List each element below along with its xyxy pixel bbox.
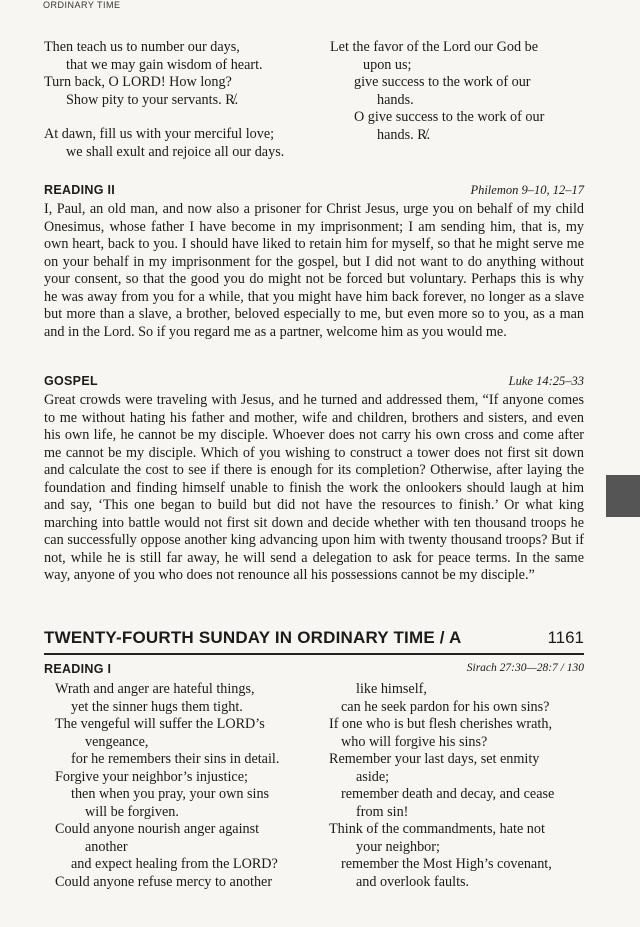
verse-line: remember the Most High’s covenant, [341, 856, 552, 872]
psalm-right-column [330, 39, 544, 144]
verse-line: will be forgiven. [85, 803, 179, 820]
gospel-text: Great crowds were traveling with Jesus, and he turned and addressed them, “If anyone comes to me without hating his father and mother, wife and children, brothers and sisters, and even his own life, he cannot be my disciple. Whoever does not carry his own cross and come after me cannot be my disciple. Which of you wishing to construct a tower does not first sit down and calculate the cost to see if there is enough for its completion? Otherwise, after laying the foundation and finding himself unable to finish the work the onlookers should laugh at him and say, ‘This one began to build but did not have the resources to finish.’ Or what king marching into battle would not first sit down and decide whether with ten thousand troops he can successfully oppose another king advancing upon him with twenty thousand troops? But if not, while he is still far away, he will send a delegation to ask for peace terms. In the same way, anyone of you who does not renounce all his possessions cannot be my disciple.” [44, 392, 584, 583]
gospel-citation: Luke 14:25–33 [508, 374, 584, 388]
reading2-citation: Philemon 9–10, 12–17 [470, 183, 584, 197]
verse-line: remember death and decay, and cease [341, 786, 555, 802]
psalm-line: that we may gain wisdom of heart. [66, 56, 263, 73]
verse-line: then when you pray, your own sins [71, 786, 270, 802]
psalm-line: upon us; [363, 56, 412, 73]
verse-line: If one who is but flesh cherishes wrath, [329, 716, 553, 732]
verse-line: Wrath and anger are hateful things, [55, 681, 255, 697]
psalm-line: O give success to the work of our [354, 109, 545, 125]
verse-line: Could anyone nourish anger against [55, 821, 260, 837]
psalm-line: hands. [377, 91, 414, 108]
reading2-label: READING II [44, 183, 116, 197]
sunday-title: TWENTY-FOURTH SUNDAY IN ORDINARY TIME / A [44, 628, 462, 647]
verse-line: for he remembers their sins in detail. [71, 751, 280, 767]
verse-line: like himself, [356, 681, 427, 697]
psalm-line: give success to the work of our [354, 74, 531, 90]
verse-line: who will forgive his sins? [341, 733, 488, 750]
verse-line: Think of the commandments, hate not [329, 821, 545, 837]
verse-line: aside; [356, 768, 390, 785]
verse-line: Remember your last days, set enmity [329, 751, 540, 767]
verse-line: yet the sinner hugs them tight. [71, 698, 243, 715]
verse-line: from sin! [356, 803, 409, 820]
reading1-left-column [55, 681, 279, 891]
verse-line: The vengeful will suffer the LORD’s [55, 716, 265, 732]
running-head: ORDINARY TIME [43, 0, 121, 10]
verse-line: your neighbor; [356, 838, 440, 855]
verse-line: Could anyone refuse mercy to another [55, 873, 273, 890]
psalm-line: hands. R̸. [377, 126, 431, 143]
verse-line: can he seek pardon for his own sins? [341, 698, 550, 715]
sunday-number: 1161 [547, 628, 584, 647]
gospel-label: GOSPEL [44, 374, 98, 388]
psalm-line: we shall exult and rejoice all our days. [66, 143, 285, 160]
reading2-text: I, Paul, an old man, and now also a prisoner for Christ Jesus, urge you on behalf of my child Onesimus, whose father I have become in my imprisonment; I am sending him, that is, my own heart, back to you. I should have liked to retain him for myself, so that he might serve me on your behalf in my imprisonment for the gospel, but I did not want to do anything without your consent, so that the good you do might not be forced but voluntary. Perhaps this is why he was away from you for a while, that you might have him back forever, no longer as a slave but more than a slave, a brother, beloved especially to me, but even more so to you, as a man and in the Lord. So if you regard me as a partner, welcome him as you would me. [44, 201, 584, 340]
title-rule [44, 653, 584, 655]
psalm-line: Turn back, O LORD! How long? [44, 74, 232, 90]
psalm-line: Show pity to your servants. R̸. [66, 91, 239, 108]
reading1-right-column [329, 681, 554, 891]
section-thumb-tab [606, 475, 640, 517]
reading1-citation: Sirach 27:30—28:7 / 130 [466, 662, 584, 674]
reading1-label: READING I [44, 662, 112, 676]
verse-line: Forgive your neighbor’s injustice; [55, 768, 248, 785]
psalm-left-column [44, 39, 284, 161]
verse-line: and overlook faults. [356, 873, 470, 890]
stanza-gap [44, 109, 284, 126]
verse-line: and expect healing from the LORD? [71, 856, 278, 872]
verse-line: vengeance, [85, 733, 149, 750]
psalm-line: Let the favor of the Lord our God be [330, 39, 539, 55]
verse-line: another [85, 838, 128, 855]
psalm-line: Then teach us to number our days, [44, 39, 240, 55]
psalm-line: At dawn, fill us with your merciful love; [44, 126, 275, 142]
